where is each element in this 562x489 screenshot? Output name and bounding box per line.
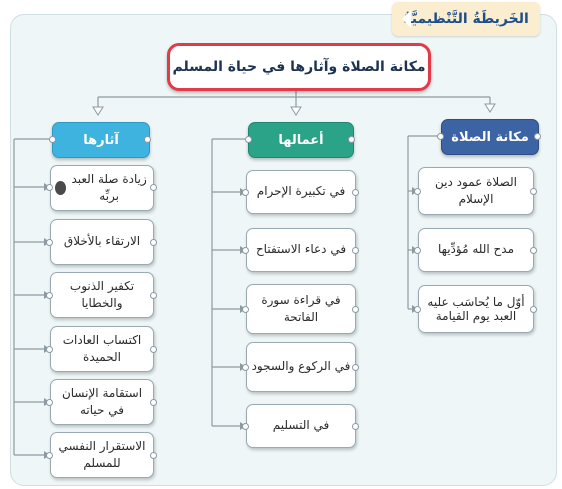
effect-node-2-text: الارتقاء بالأخلاق	[63, 234, 141, 249]
action-node-1	[246, 170, 356, 214]
connector-dot	[348, 136, 355, 143]
connector-dot	[150, 184, 157, 191]
connector-dot	[414, 306, 421, 313]
status-node-2-text: مدح الله مُؤدِّيها	[438, 242, 514, 257]
effect-node-2	[50, 219, 154, 265]
connector-dot	[352, 364, 359, 371]
connector-dot	[150, 239, 157, 246]
connector-dot	[46, 399, 53, 406]
effect-node-3	[50, 272, 154, 318]
header-effects	[52, 122, 150, 158]
connector-dot	[534, 133, 541, 140]
connector-dot	[46, 184, 53, 191]
effect-node-6	[50, 432, 154, 478]
connector-dot	[46, 346, 53, 353]
root-node	[167, 43, 431, 91]
connector-dot	[352, 247, 359, 254]
action-node-2-text: في دعاء الاستفتاح	[255, 242, 347, 257]
connector-dot	[46, 452, 53, 459]
effect-node-1-text: زيادة صلة العبد بربِّه	[71, 171, 147, 203]
connector-dot	[530, 188, 537, 195]
connector-dot	[242, 189, 249, 196]
effect-node-6-text: الاستقرار النفسي للمسلم	[58, 438, 146, 470]
effect-node-1	[50, 165, 154, 211]
header-status-text: مكانة الصلاة	[451, 129, 529, 145]
connector-dot	[150, 292, 157, 299]
effect-node-4-text: اكتساب العادات الحميدة	[62, 332, 142, 364]
action-node-2	[246, 228, 356, 272]
status-node-1-text: الصلاة عمود دين الإسلام	[435, 174, 517, 206]
action-node-5	[246, 404, 356, 448]
action-node-5-text: في التسليم	[272, 418, 330, 433]
action-node-1-text: في تكبيرة الإحرام	[256, 184, 346, 199]
status-node-3	[418, 285, 534, 333]
connector-dot	[46, 292, 53, 299]
connector-dot	[242, 364, 249, 371]
connector-dot	[352, 189, 359, 196]
effect-node-5-text: استقامة الإنسان في حياته	[61, 385, 143, 417]
action-node-3	[246, 284, 356, 334]
connector-dot	[242, 247, 249, 254]
connector-dot	[352, 306, 359, 313]
action-node-4-text: في الركوع والسجود	[251, 359, 351, 374]
connector-dot	[242, 423, 249, 430]
connector-dot	[530, 247, 537, 254]
status-node-2	[418, 228, 534, 272]
map-title-text: الخَريطَةُ التَّنْظيميَّةُ	[403, 11, 529, 27]
effect-node-4	[50, 326, 154, 372]
connector-dot	[150, 452, 157, 459]
connector-dot	[144, 136, 151, 143]
effect-node-5	[50, 379, 154, 425]
connector-dot	[530, 306, 537, 313]
header-status	[441, 119, 539, 155]
connector-dot	[242, 306, 249, 313]
connector-dot	[352, 423, 359, 430]
connector-dot	[49, 136, 56, 143]
connector-dot	[46, 239, 53, 246]
connector-dot	[150, 346, 157, 353]
connector-dot	[245, 136, 252, 143]
connector-dot	[414, 188, 421, 195]
action-node-4	[246, 342, 356, 392]
header-effects-text: آثارها	[83, 132, 119, 148]
status-node-1	[418, 167, 534, 215]
tag-notch	[402, 10, 411, 28]
header-actions	[248, 122, 354, 158]
connector-dot	[414, 247, 421, 254]
status-node-3-text: أوّل ما يُحاسَب عليه العبد يوم القيامة	[427, 294, 525, 323]
effect-node-3-text: تكفير الذنوب والخطايا	[69, 278, 135, 310]
action-node-3-text: في قراءة سورة الفاتحة	[261, 292, 341, 324]
map-title	[392, 2, 540, 36]
root-text: مكانة الصلاة وآثارها في حياة المسلم	[172, 59, 426, 75]
prophet-honorific-seal-icon	[55, 181, 66, 195]
connector-dot	[150, 399, 157, 406]
connector-dot	[437, 133, 444, 140]
header-actions-text: أعمالها	[278, 132, 324, 148]
